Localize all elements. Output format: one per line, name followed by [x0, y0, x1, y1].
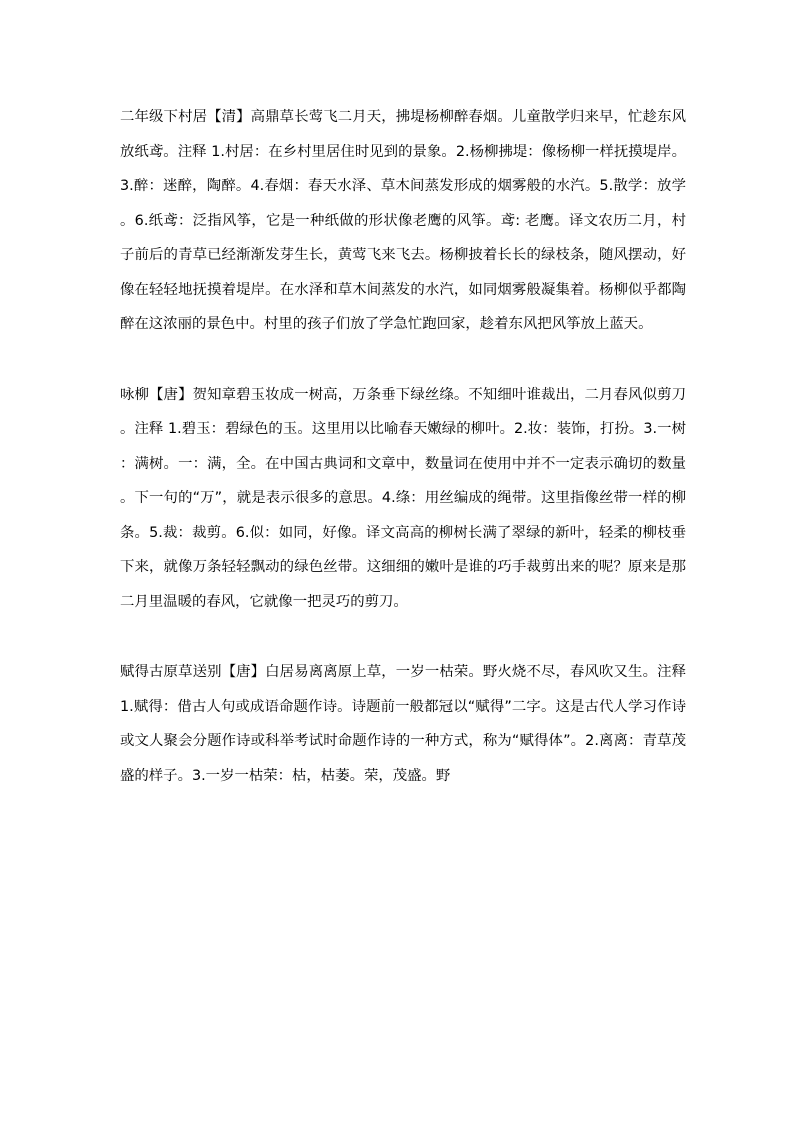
paragraph-ode-to-willow: 咏柳【唐】贺知章碧玉妆成一树高，万条垂下绿丝绦。不知细叶谁裁出，二月春风似剪刀。注释 1.碧玉：碧绿色的玉。这里用以比喻春天嫩绿的柳叶。2.妆：装饰，打扮。3.一树：满树。一：满，全。在中国古典词和文章中，数量词在使用中并不一定表示确切的数量。下一句的“万”，就是表示很多的意思。4.绦：用丝编成的绳带。这里指像丝带一样的柳条。5.裁：裁剪。6.似：如同，好像。译文高高的柳树长满了翠绿的新叶，轻柔的柳枝垂下来，就像万条轻轻飘动的绿色丝带。这细细的嫩叶是谁的巧手裁剪出来的呢？原来是那二月里温暖的春风，它就像一把灵巧的剪刀。	[120, 386, 686, 610]
document-body	[120, 100, 686, 829]
paragraph-grass-farewell: 赋得古原草送别【唐】白居易离离原上草，一岁一枯荣。野火烧不尽，春风吹又生。注释 1.赋得：借古人句或成语命题作诗。诗题前一般都冠以“赋得”二字。这是古代人学习作诗或文人聚会分题作诗或科举考试时命题作诗的一种方式，称为“赋得体”。2.离离：青草茂盛的样子。3.一岁一枯荣：枯，枯萎。荣，茂盛。野	[120, 664, 686, 784]
paragraph-village-living: 二年级下村居【清】高鼎草长莺飞二月天，拂堤杨柳醉春烟。儿童散学归来早，忙趁东风放纸鸢。注释 1.村居：在乡村里居住时见到的景象。2.杨柳拂堤：像杨柳一样抚摸堤岸。3.醉：迷醉，陶醉。4.春烟：春天水泽、草木间蒸发形成的烟雾般的水汽。5.散学：放学。6.纸鸢：泛指风筝，它是一种纸做的形状像老鹰的风筝。鸢: 老鹰。译文农历二月，村子前后的青草已经渐渐发芽生长，黄莺飞来飞去。杨柳披着长长的绿枝条，随风摆动，好像在轻轻地抚摸着堤岸。在水泽和草木间蒸发的水汽，如同烟雾般凝集着。杨柳似乎都陶醉在这浓丽的景色中。村里的孩子们放了学急忙跑回家，趁着东风把风筝放上蓝天。	[120, 109, 686, 332]
